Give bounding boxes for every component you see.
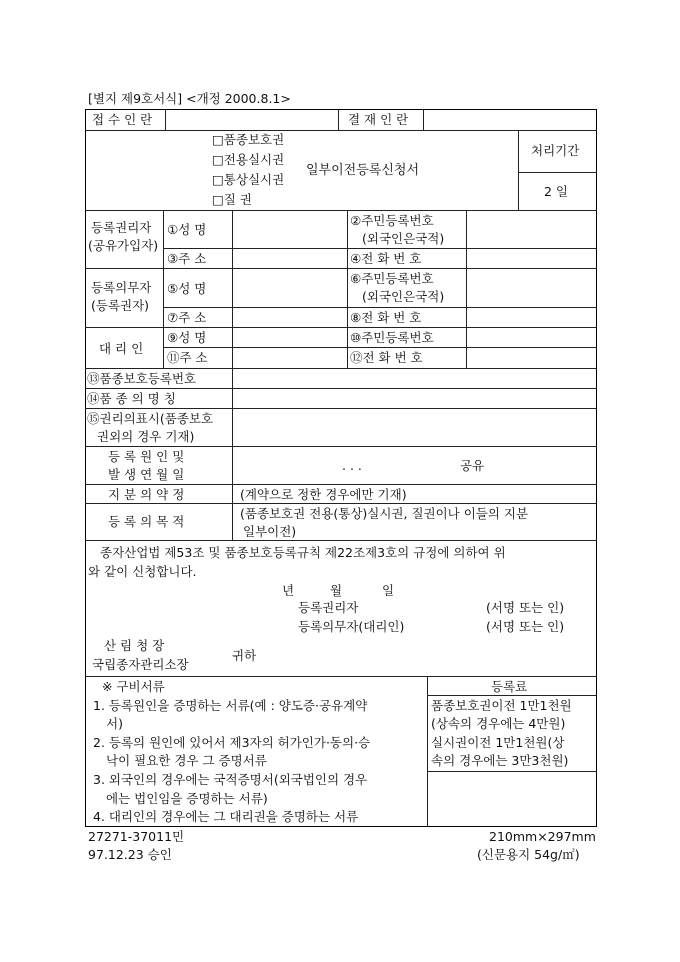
- rights-display-label: ⑮권리의표시(품종보호: [87, 411, 214, 426]
- agent-phone-label: ⑫전 화 번 호: [350, 350, 423, 365]
- holder-address-label: ③주 소: [167, 251, 207, 266]
- divider: [85, 130, 597, 131]
- required-doc-3: 3. 외국인의 경우에는 국적증명서(외국법인의 경우: [93, 772, 368, 787]
- obligor-id-sub: (외국인은국적): [362, 289, 445, 304]
- reception-label: 접 수 인 란: [92, 112, 153, 127]
- required-doc-3-cont: 에는 법인임을 증명하는 서류): [106, 791, 268, 806]
- agent-id-label: ⑩주민등록번호: [350, 330, 434, 345]
- cause-share-value: 공유: [460, 458, 485, 473]
- purpose-value-sub: 일부이전): [243, 524, 297, 539]
- divider: [232, 210, 233, 368]
- holder-id-sub: (외국인은국적): [362, 231, 445, 246]
- agent-label: 대 리 인: [99, 341, 144, 356]
- processing-period-value: 2 일: [544, 184, 569, 199]
- divider: [85, 210, 597, 211]
- agent-address-label: ⑪주 소: [167, 350, 208, 365]
- fee-variety-transfer: 품종보호권이전 1만1천원: [431, 698, 572, 713]
- holder-name-label: ①성 명: [167, 222, 207, 237]
- divider: [85, 388, 596, 389]
- share-agreement-label: 지 분 의 약 정: [108, 487, 185, 502]
- divider: [163, 307, 596, 308]
- form-header-label: [별지 제9호서식] <개정 2000.8.1>: [88, 91, 291, 106]
- divider: [163, 347, 596, 348]
- statement-line-2: 와 같이 신청합니다.: [88, 564, 197, 579]
- variety-name-label: ⑭품 종 의 명 칭: [87, 391, 176, 406]
- fee-license-transfer: 실시권이전 1만1천원(상: [431, 735, 565, 750]
- table-border-right: [596, 109, 597, 827]
- holder-label-sub: (공유가입자): [88, 238, 159, 253]
- obligor-name-label: ⑤성 명: [167, 281, 207, 296]
- divider: [518, 130, 519, 210]
- divider: [85, 368, 596, 369]
- divider: [85, 327, 596, 328]
- required-doc-1-cont: 서): [106, 716, 123, 731]
- divider: [85, 676, 596, 677]
- rights-display-sub: 권외의 경우 기재): [97, 429, 195, 444]
- table-border-bottom: [85, 826, 597, 827]
- divider: [518, 172, 596, 173]
- required-doc-1: 1. 등록원인을 증명하는 서류(예 : 양도증·공유계약: [93, 698, 368, 713]
- fee-variety-inheritance: (상속의 경우에는 4만원): [431, 716, 566, 731]
- obligor-id-label: ⑥주민등록번호: [350, 271, 434, 286]
- obligor-address-label: ⑦주 소: [167, 310, 207, 325]
- footer-form-code: 27271-37011민: [88, 829, 185, 844]
- divider: [338, 109, 339, 130]
- table-border-left: [85, 109, 86, 827]
- fee-title: 등록료: [491, 679, 528, 694]
- date-month: 월: [330, 583, 343, 598]
- cause-label: 등 록 원 인 및: [108, 449, 185, 464]
- obligor-label-sub: (등록권자): [91, 298, 150, 313]
- divider: [232, 368, 233, 540]
- obligor-phone-label: ⑧전 화 번 호: [350, 310, 422, 325]
- statement-line-1: 종자산업법 제53조 및 품종보호등록규칙 제22조제3호의 규정에 의하여 위: [100, 545, 506, 560]
- cause-label-sub: 발 생 연 월 일: [108, 467, 185, 482]
- cause-date-value: . . .: [342, 458, 362, 473]
- required-doc-4: 4. 대리인의 경우에는 그 대리권을 증명하는 서류: [93, 809, 359, 824]
- divider: [423, 109, 424, 130]
- divider: [427, 676, 428, 826]
- date-day: 일: [382, 583, 395, 598]
- approval-label: 결 재 인 란: [348, 112, 409, 127]
- obligor-label: 등록의무자: [91, 280, 152, 295]
- checkbox-nonexclusive-license[interactable]: □통상실시권: [212, 172, 285, 187]
- holder-label: 등록권리자: [91, 220, 152, 235]
- divider: [347, 210, 348, 368]
- required-doc-2: 2. 등록의 원인에 있어서 제3자의 허가인가·동의·승: [93, 735, 371, 750]
- divider: [85, 446, 596, 447]
- addressee-seed-office: 국립종자관리소장: [92, 657, 189, 672]
- footer-paper-type: (신문용지 54g/㎡): [477, 847, 580, 862]
- agent-name-label: ⑨성 명: [167, 330, 207, 345]
- divider: [85, 408, 596, 409]
- purpose-value: (품종보호권 전용(통상)실시권, 질권이나 이들의 지분: [240, 506, 529, 521]
- divider: [163, 248, 596, 249]
- form-title: 일부이전등록신청서: [306, 163, 420, 178]
- addressee-forest-service: 산 림 청 장: [104, 638, 165, 653]
- addressee-suffix: 귀하: [232, 648, 257, 663]
- required-doc-2-cont: 낙이 필요한 경우 그 증명서류: [106, 753, 267, 768]
- variety-reg-no-label: ⑬품종보호등록번호: [87, 371, 197, 386]
- date-year: 년: [282, 583, 295, 598]
- sign-holder-label: 등록권리자: [298, 600, 359, 615]
- checkbox-exclusive-license[interactable]: □전용실시권: [212, 152, 285, 167]
- share-agreement-value: (계약으로 정한 경우에만 기재): [240, 487, 407, 502]
- checkbox-pledge[interactable]: □질 권: [212, 192, 252, 207]
- divider: [466, 210, 467, 368]
- divider: [85, 268, 596, 269]
- sign-obligor-mark: (서명 또는 인): [486, 619, 565, 634]
- sign-holder-mark: (서명 또는 인): [486, 600, 565, 615]
- required-docs-title: ※ 구비서류: [102, 679, 165, 694]
- footer-approval-date: 97.12.23 승인: [88, 847, 172, 862]
- sign-obligor-label: 등록의무자(대리인): [298, 619, 405, 634]
- divider: [85, 503, 596, 504]
- footer-paper-size: 210mm×297mm: [489, 829, 596, 844]
- divider: [85, 540, 596, 541]
- holder-id-label: ②주민등록번호: [350, 213, 434, 228]
- divider: [163, 210, 164, 368]
- purpose-label: 등 록 의 목 적: [108, 514, 185, 529]
- divider: [427, 695, 596, 696]
- holder-phone-label: ④전 화 번 호: [350, 251, 422, 266]
- checkbox-variety-protection[interactable]: □품종보호권: [212, 132, 285, 147]
- table-border-top: [85, 109, 597, 110]
- fee-license-inheritance: 속의 경우에는 3만3천원): [431, 753, 569, 768]
- divider: [165, 109, 166, 130]
- divider: [85, 484, 596, 485]
- divider: [427, 771, 596, 772]
- processing-period-label: 처리기간: [531, 143, 580, 158]
